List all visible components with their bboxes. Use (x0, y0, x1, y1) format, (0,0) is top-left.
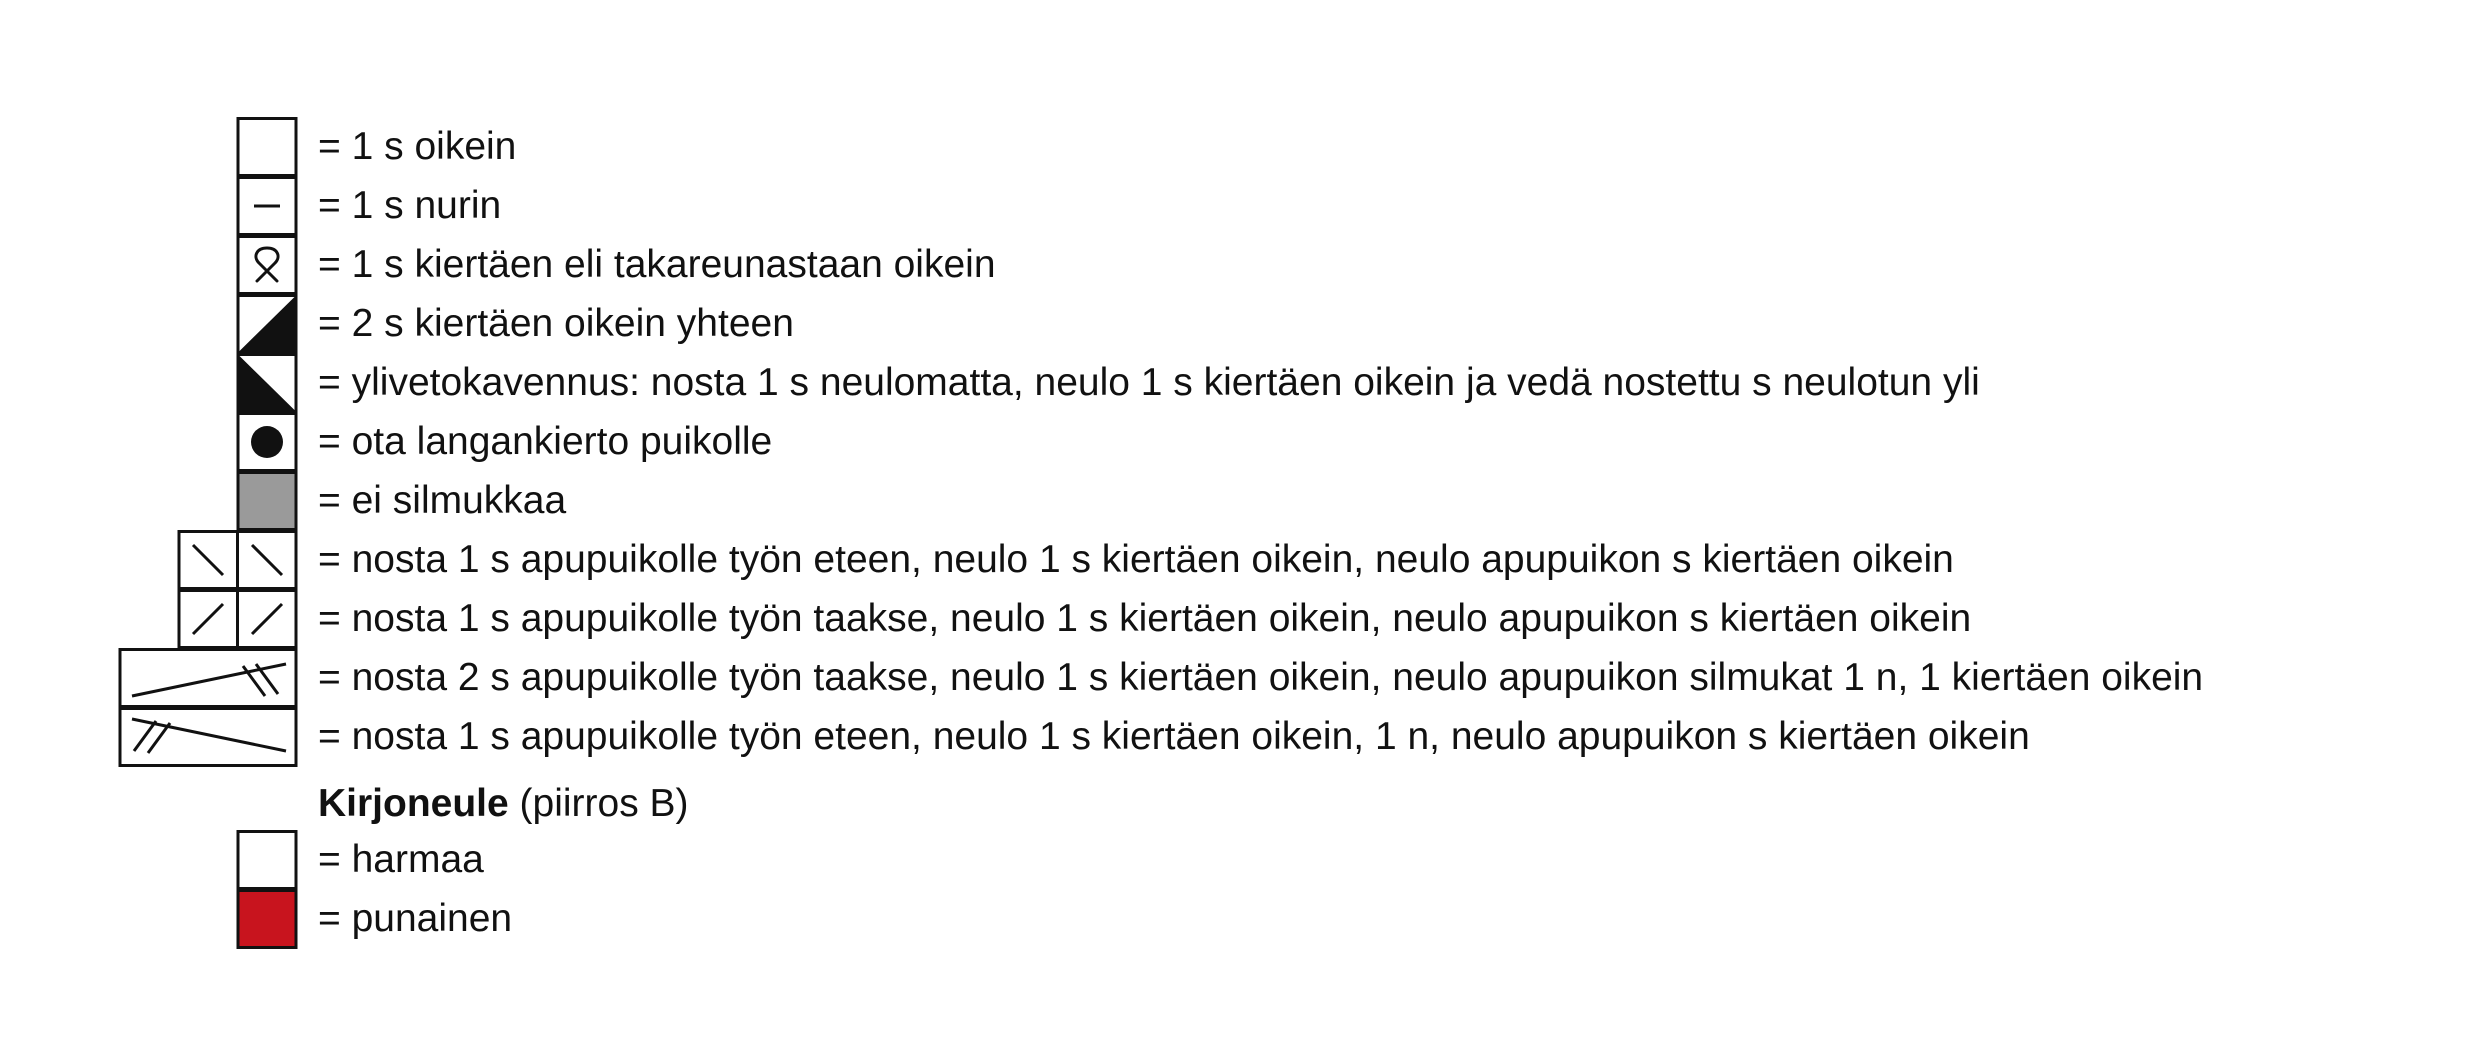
legend-row-purl (0, 176, 2480, 236)
colorwork-heading-bold: Kirjoneule (318, 782, 509, 825)
legend-label: = ylivetokavennus: nosta 1 s neulomatta, neulo 1 s kiertäen oikein ja vedä nostettu s neulotun yli (318, 361, 1980, 404)
no-stitch-grey-icon (236, 471, 298, 531)
legend-row-cable-back (0, 589, 2480, 649)
legend-label: = 1 s oikein (318, 125, 517, 168)
colorwork-heading (318, 774, 689, 834)
legend-row-yarn-over (0, 412, 2480, 472)
cable-back-icon (177, 589, 298, 649)
legend-row-color-grey (0, 830, 2480, 890)
yarn-over-dot-icon (236, 412, 298, 472)
legend-label: = ei silmukkaa (318, 479, 567, 522)
legend-label: = nosta 2 s apupuikolle työn taakse, neulo 1 s kiertäen oikein, neulo apupuikon silmukat 1 n, 1 kiertäen oikein (318, 656, 2204, 699)
legend-row-k2tog (0, 294, 2480, 354)
legend-label: = nosta 1 s apupuikolle työn eteen, neulo 1 s kiertäen oikein, neulo apupuikon s kiertäen oikein (318, 538, 1954, 581)
legend-label: = 1 s kiertäen eli takareunastaan oikein (318, 243, 996, 286)
legend-row-no-stitch (0, 471, 2480, 531)
legend-label: = harmaa (318, 838, 484, 881)
legend-label: = nosta 1 s apupuikolle työn taakse, neulo 1 s kiertäen oikein, neulo apupuikon s kiertäen oikein (318, 597, 1972, 640)
legend-row-cable-back-2-1 (0, 648, 2480, 708)
legend-row-knit (0, 117, 2480, 177)
color-swatch-grey (236, 830, 298, 890)
twisted-loop-icon (236, 235, 298, 295)
cable-back-2-1-icon (118, 648, 298, 708)
legend-row-cable-front-1-2 (0, 707, 2480, 767)
legend-row-skp (0, 353, 2480, 413)
legend-row-twisted-knit (0, 235, 2480, 295)
legend-row-color-red (0, 889, 2480, 949)
cable-front-1-2-icon (118, 707, 298, 767)
cable-front-icon (177, 530, 298, 590)
skp-triangle-icon (236, 353, 298, 413)
legend-label: = ota langankierto puikolle (318, 420, 773, 463)
purl-dash-icon (236, 176, 298, 236)
color-swatch-red (236, 889, 298, 949)
k2tog-triangle-icon (236, 294, 298, 354)
legend-label: = 2 s kiertäen oikein yhteen (318, 302, 794, 345)
legend-label: = nosta 1 s apupuikolle työn eteen, neulo 1 s kiertäen oikein, 1 n, neulo apupuikon s kiertäen oikein (318, 715, 2030, 758)
legend-label: = punainen (318, 897, 513, 940)
colorwork-heading-rest: (piirros B) (508, 782, 689, 825)
legend-row-cable-front (0, 530, 2480, 590)
knit-box-icon (236, 117, 298, 177)
legend-label: = 1 s nurin (318, 184, 502, 227)
